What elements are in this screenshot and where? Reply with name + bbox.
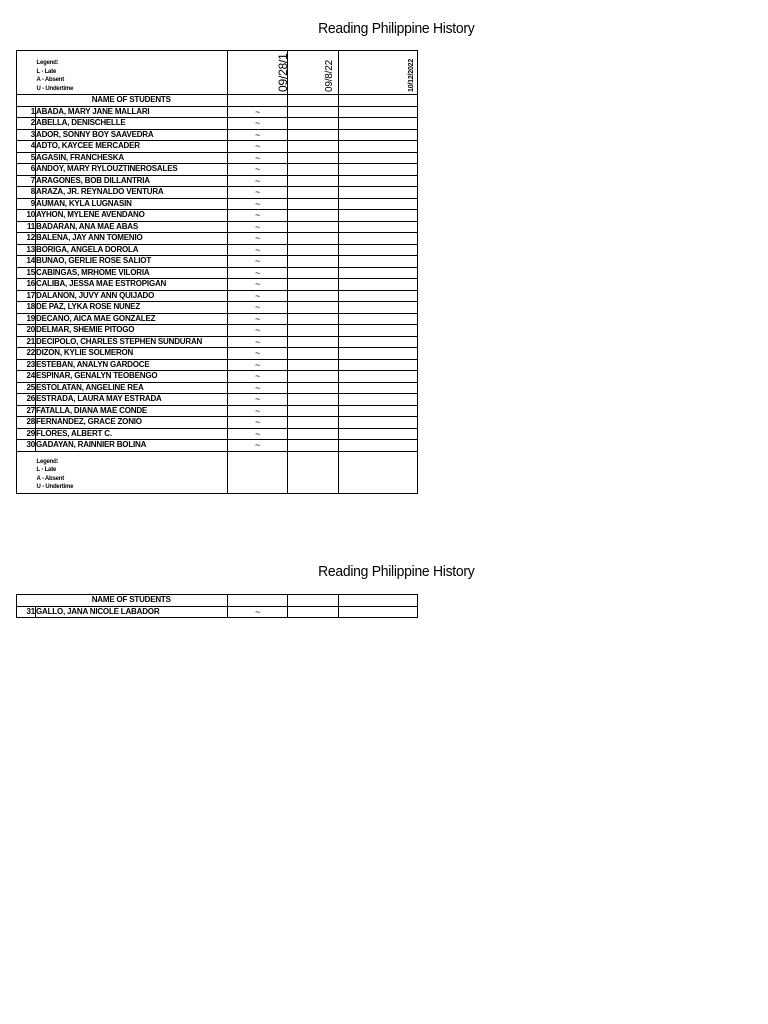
student-row xyxy=(17,175,418,187)
student-row xyxy=(17,417,418,429)
student-row xyxy=(17,279,418,291)
attendance-mark: ~ xyxy=(228,106,288,118)
attendance-cell xyxy=(339,313,418,325)
attendance-cell xyxy=(288,290,339,302)
student-row xyxy=(17,371,418,383)
attendance-mark: ~ xyxy=(228,428,288,440)
attendance-cell xyxy=(288,210,339,222)
student-row xyxy=(17,129,418,141)
attendance-cell xyxy=(288,440,339,452)
attendance-cell xyxy=(339,141,418,153)
blank-cell xyxy=(17,51,36,95)
attendance-cell xyxy=(339,164,418,176)
attendance-cell xyxy=(288,382,339,394)
attendance-cell xyxy=(288,394,339,406)
attendance-cell xyxy=(288,417,339,429)
student-row xyxy=(17,221,418,233)
student-name: ESTEBAN, ANALYN GARDOCE xyxy=(36,359,228,371)
attendance-cell xyxy=(288,451,339,493)
attendance-cell xyxy=(339,256,418,268)
attendance-mark: ~ xyxy=(228,267,288,279)
student-name: ESTRADA, LAURA MAY ESTRADA xyxy=(36,394,228,406)
attendance-cell xyxy=(288,348,339,360)
attendance-mark: ~ xyxy=(228,382,288,394)
student-name: DECIPOLO, CHARLES STEPHEN SUNDURAN xyxy=(36,336,228,348)
student-number: 18 xyxy=(17,302,36,314)
attendance-cell xyxy=(339,210,418,222)
attendance-mark: ~ xyxy=(228,417,288,429)
attendance-cell xyxy=(288,198,339,210)
student-number: 19 xyxy=(17,313,36,325)
student-row xyxy=(17,233,418,245)
student-name: ESPINAR, GENALYN TEOBENGO xyxy=(36,371,228,383)
attendance-mark: ~ xyxy=(228,279,288,291)
attendance-cell xyxy=(339,440,418,452)
attendance-cell xyxy=(288,428,339,440)
attendance-mark: ~ xyxy=(228,371,288,383)
attendance-cell xyxy=(339,606,418,618)
student-number: 20 xyxy=(17,325,36,337)
student-number: 13 xyxy=(17,244,36,256)
legend-bottom xyxy=(36,451,228,493)
student-name: AUMAN, KYLA LUGNASIN xyxy=(36,198,228,210)
student-row xyxy=(17,440,418,452)
attendance-cell xyxy=(288,336,339,348)
attendance-cell xyxy=(288,606,339,618)
attendance-cell xyxy=(339,106,418,118)
student-name: FERNANDEZ, GRACE ZONIO xyxy=(36,417,228,429)
student-name: ARAZA, JR. REYNALDO VENTURA xyxy=(36,187,228,199)
student-row xyxy=(17,405,418,417)
attendance-cell xyxy=(339,198,418,210)
attendance-cell xyxy=(339,348,418,360)
attendance-cell xyxy=(339,244,418,256)
attendance-mark: ~ xyxy=(228,348,288,360)
student-row xyxy=(17,244,418,256)
attendance-mark: ~ xyxy=(228,233,288,245)
attendance-cell xyxy=(288,244,339,256)
student-row xyxy=(17,359,418,371)
student-name: BALENA, JAY ANN TOMENIO xyxy=(36,233,228,245)
student-number: 3 xyxy=(17,129,36,141)
attendance-mark: ~ xyxy=(228,313,288,325)
attendance-mark: ~ xyxy=(228,440,288,452)
attendance-cell xyxy=(288,256,339,268)
student-number: 27 xyxy=(17,405,36,417)
attendance-cell xyxy=(288,267,339,279)
attendance-mark: ~ xyxy=(228,302,288,314)
student-number: 11 xyxy=(17,221,36,233)
student-row xyxy=(17,187,418,199)
student-number: 30 xyxy=(17,440,36,452)
student-number: 29 xyxy=(17,428,36,440)
attendance-cell xyxy=(339,336,418,348)
student-number: 21 xyxy=(17,336,36,348)
page1-title: Reading Philippine History xyxy=(318,20,475,37)
student-row xyxy=(17,198,418,210)
attendance-cell xyxy=(288,129,339,141)
date-label: 09/8/22 xyxy=(324,60,335,92)
student-row xyxy=(17,606,418,618)
student-name: ANDOY, MARY RYLOUZTINEROSALES xyxy=(36,164,228,176)
attendance-cell xyxy=(339,428,418,440)
student-name: GADAYAN, RAINNIER BOLINA xyxy=(36,440,228,452)
attendance-table-page2 xyxy=(16,594,418,618)
legend-line: A - Absent xyxy=(36,475,65,482)
attendance-mark: ~ xyxy=(228,141,288,153)
name-column-header: NAME OF STUDENTS xyxy=(36,95,228,107)
student-row xyxy=(17,106,418,118)
student-name: DIZON, KYLIE SOLMERON xyxy=(36,348,228,360)
student-number: 12 xyxy=(17,233,36,245)
date-column-header xyxy=(228,51,288,95)
date-label: 09/28/1 xyxy=(276,53,290,92)
student-number: 14 xyxy=(17,256,36,268)
attendance-mark: ~ xyxy=(228,244,288,256)
attendance-cell xyxy=(288,118,339,130)
attendance-mark: ~ xyxy=(228,198,288,210)
legend-line: L - Late xyxy=(36,68,57,75)
attendance-cell xyxy=(288,405,339,417)
attendance-cell xyxy=(288,175,339,187)
student-number: 2 xyxy=(17,118,36,130)
student-name: BORIGA, ANGELA DOROLA xyxy=(36,244,228,256)
student-name: BADARAN, ANA MAE ABAS xyxy=(36,221,228,233)
attendance-cell xyxy=(339,187,418,199)
attendance-mark: ~ xyxy=(228,256,288,268)
attendance-cell xyxy=(339,371,418,383)
student-name: AGASIN, FRANCHESKA xyxy=(36,152,228,164)
student-number: 31 xyxy=(17,606,36,618)
header-row xyxy=(17,51,418,95)
student-name: CABINGAS, MRHOME VILORIA xyxy=(36,267,228,279)
attendance-cell xyxy=(288,106,339,118)
attendance-cell xyxy=(288,313,339,325)
date-label: 10/12/2022 xyxy=(408,58,415,92)
attendance-cell xyxy=(339,118,418,130)
student-name: ADOR, SONNY BOY SAAVEDRA xyxy=(36,129,228,141)
attendance-cell xyxy=(288,371,339,383)
student-row xyxy=(17,152,418,164)
attendance-mark: ~ xyxy=(228,129,288,141)
attendance-mark: ~ xyxy=(228,175,288,187)
student-number: 5 xyxy=(17,152,36,164)
attendance-cell xyxy=(339,152,418,164)
student-row xyxy=(17,348,418,360)
student-row xyxy=(17,325,418,337)
student-number: 24 xyxy=(17,371,36,383)
attendance-mark: ~ xyxy=(228,325,288,337)
student-row xyxy=(17,164,418,176)
legend-line: Legend: xyxy=(36,458,59,465)
attendance-cell xyxy=(339,451,418,493)
legend-line: Legend: xyxy=(36,60,59,66)
student-number: 15 xyxy=(17,267,36,279)
student-name: FLORES, ALBERT C. xyxy=(36,428,228,440)
attendance-cell xyxy=(288,302,339,314)
student-number: 25 xyxy=(17,382,36,394)
student-name: CALIBA, JESSA MAE ESTROPIGAN xyxy=(36,279,228,291)
student-name: ABELLA, DENISCHELLE xyxy=(36,118,228,130)
legend-row xyxy=(17,451,418,493)
attendance-mark: ~ xyxy=(228,394,288,406)
attendance-cell xyxy=(228,451,288,493)
student-row xyxy=(17,267,418,279)
student-number: 4 xyxy=(17,141,36,153)
student-name: GALLO, JANA NICOLE LABADOR xyxy=(36,606,228,618)
legend-top xyxy=(36,51,228,95)
attendance-mark: ~ xyxy=(228,336,288,348)
student-name: ARAGONES, BOB DILLANTRIA xyxy=(36,175,228,187)
attendance-mark: ~ xyxy=(228,118,288,130)
attendance-cell xyxy=(288,359,339,371)
attendance-cell xyxy=(288,279,339,291)
attendance-cell xyxy=(288,187,339,199)
date-column-header xyxy=(339,51,418,95)
student-name: ESTOLATAN, ANGELINE REA xyxy=(36,382,228,394)
student-number: 17 xyxy=(17,290,36,302)
column-header-row xyxy=(17,95,418,107)
column-header-row xyxy=(17,595,418,607)
name-column-header: NAME OF STUDENTS xyxy=(36,595,228,607)
student-name: DELMAR, SHEMIE PITOGO xyxy=(36,325,228,337)
student-row xyxy=(17,290,418,302)
student-row xyxy=(17,141,418,153)
attendance-mark: ~ xyxy=(228,210,288,222)
attendance-cell xyxy=(339,129,418,141)
attendance-cell xyxy=(339,175,418,187)
student-row xyxy=(17,382,418,394)
student-number: 26 xyxy=(17,394,36,406)
attendance-mark: ~ xyxy=(228,606,288,618)
attendance-cell xyxy=(339,405,418,417)
attendance-mark: ~ xyxy=(228,221,288,233)
legend-line: L - Late xyxy=(36,467,57,474)
page2-title: Reading Philippine History xyxy=(318,563,475,580)
student-number: 7 xyxy=(17,175,36,187)
attendance-cell xyxy=(339,279,418,291)
student-number: 6 xyxy=(17,164,36,176)
attendance-mark: ~ xyxy=(228,290,288,302)
student-row xyxy=(17,302,418,314)
legend-line: A - Absent xyxy=(36,77,65,84)
student-number: 1 xyxy=(17,106,36,118)
student-number: 16 xyxy=(17,279,36,291)
student-row xyxy=(17,313,418,325)
legend-line: U - Undertime xyxy=(36,484,74,491)
attendance-cell xyxy=(288,325,339,337)
attendance-cell xyxy=(288,164,339,176)
student-row xyxy=(17,394,418,406)
attendance-mark: ~ xyxy=(228,164,288,176)
date-column-header xyxy=(288,51,339,95)
attendance-cell xyxy=(339,382,418,394)
student-number: 23 xyxy=(17,359,36,371)
legend-line: U - Undertime xyxy=(36,85,74,92)
student-name: BUNAO, GERLIE ROSE SALIOT xyxy=(36,256,228,268)
attendance-table-page1 xyxy=(16,50,418,494)
student-name: DECANO, AICA MAE GONZALEZ xyxy=(36,313,228,325)
student-row xyxy=(17,256,418,268)
attendance-cell xyxy=(288,233,339,245)
attendance-cell xyxy=(339,302,418,314)
attendance-cell xyxy=(288,141,339,153)
student-number: 9 xyxy=(17,198,36,210)
student-row xyxy=(17,210,418,222)
attendance-cell xyxy=(339,221,418,233)
student-number: 10 xyxy=(17,210,36,222)
attendance-mark: ~ xyxy=(228,187,288,199)
student-number: 8 xyxy=(17,187,36,199)
attendance-cell xyxy=(339,417,418,429)
attendance-cell xyxy=(339,394,418,406)
attendance-cell xyxy=(339,290,418,302)
attendance-cell xyxy=(339,325,418,337)
student-name: AYHON, MYLENE AVENDANO xyxy=(36,210,228,222)
attendance-cell xyxy=(288,221,339,233)
student-row xyxy=(17,336,418,348)
attendance-cell xyxy=(339,359,418,371)
student-number: 22 xyxy=(17,348,36,360)
attendance-cell xyxy=(339,233,418,245)
student-number: 28 xyxy=(17,417,36,429)
attendance-mark: ~ xyxy=(228,359,288,371)
attendance-cell xyxy=(339,267,418,279)
student-row xyxy=(17,428,418,440)
attendance-cell xyxy=(288,152,339,164)
student-name: DALANON, JUVY ANN QUIJADO xyxy=(36,290,228,302)
student-name: FATALLA, DIANA MAE CONDE xyxy=(36,405,228,417)
student-name: ADTO, KAYCEE MERCADER xyxy=(36,141,228,153)
student-name: DE PAZ, LYKA ROSE NUNEZ xyxy=(36,302,228,314)
attendance-mark: ~ xyxy=(228,152,288,164)
attendance-mark: ~ xyxy=(228,405,288,417)
student-row xyxy=(17,118,418,130)
student-name: ABADA, MARY JANE MALLARI xyxy=(36,106,228,118)
